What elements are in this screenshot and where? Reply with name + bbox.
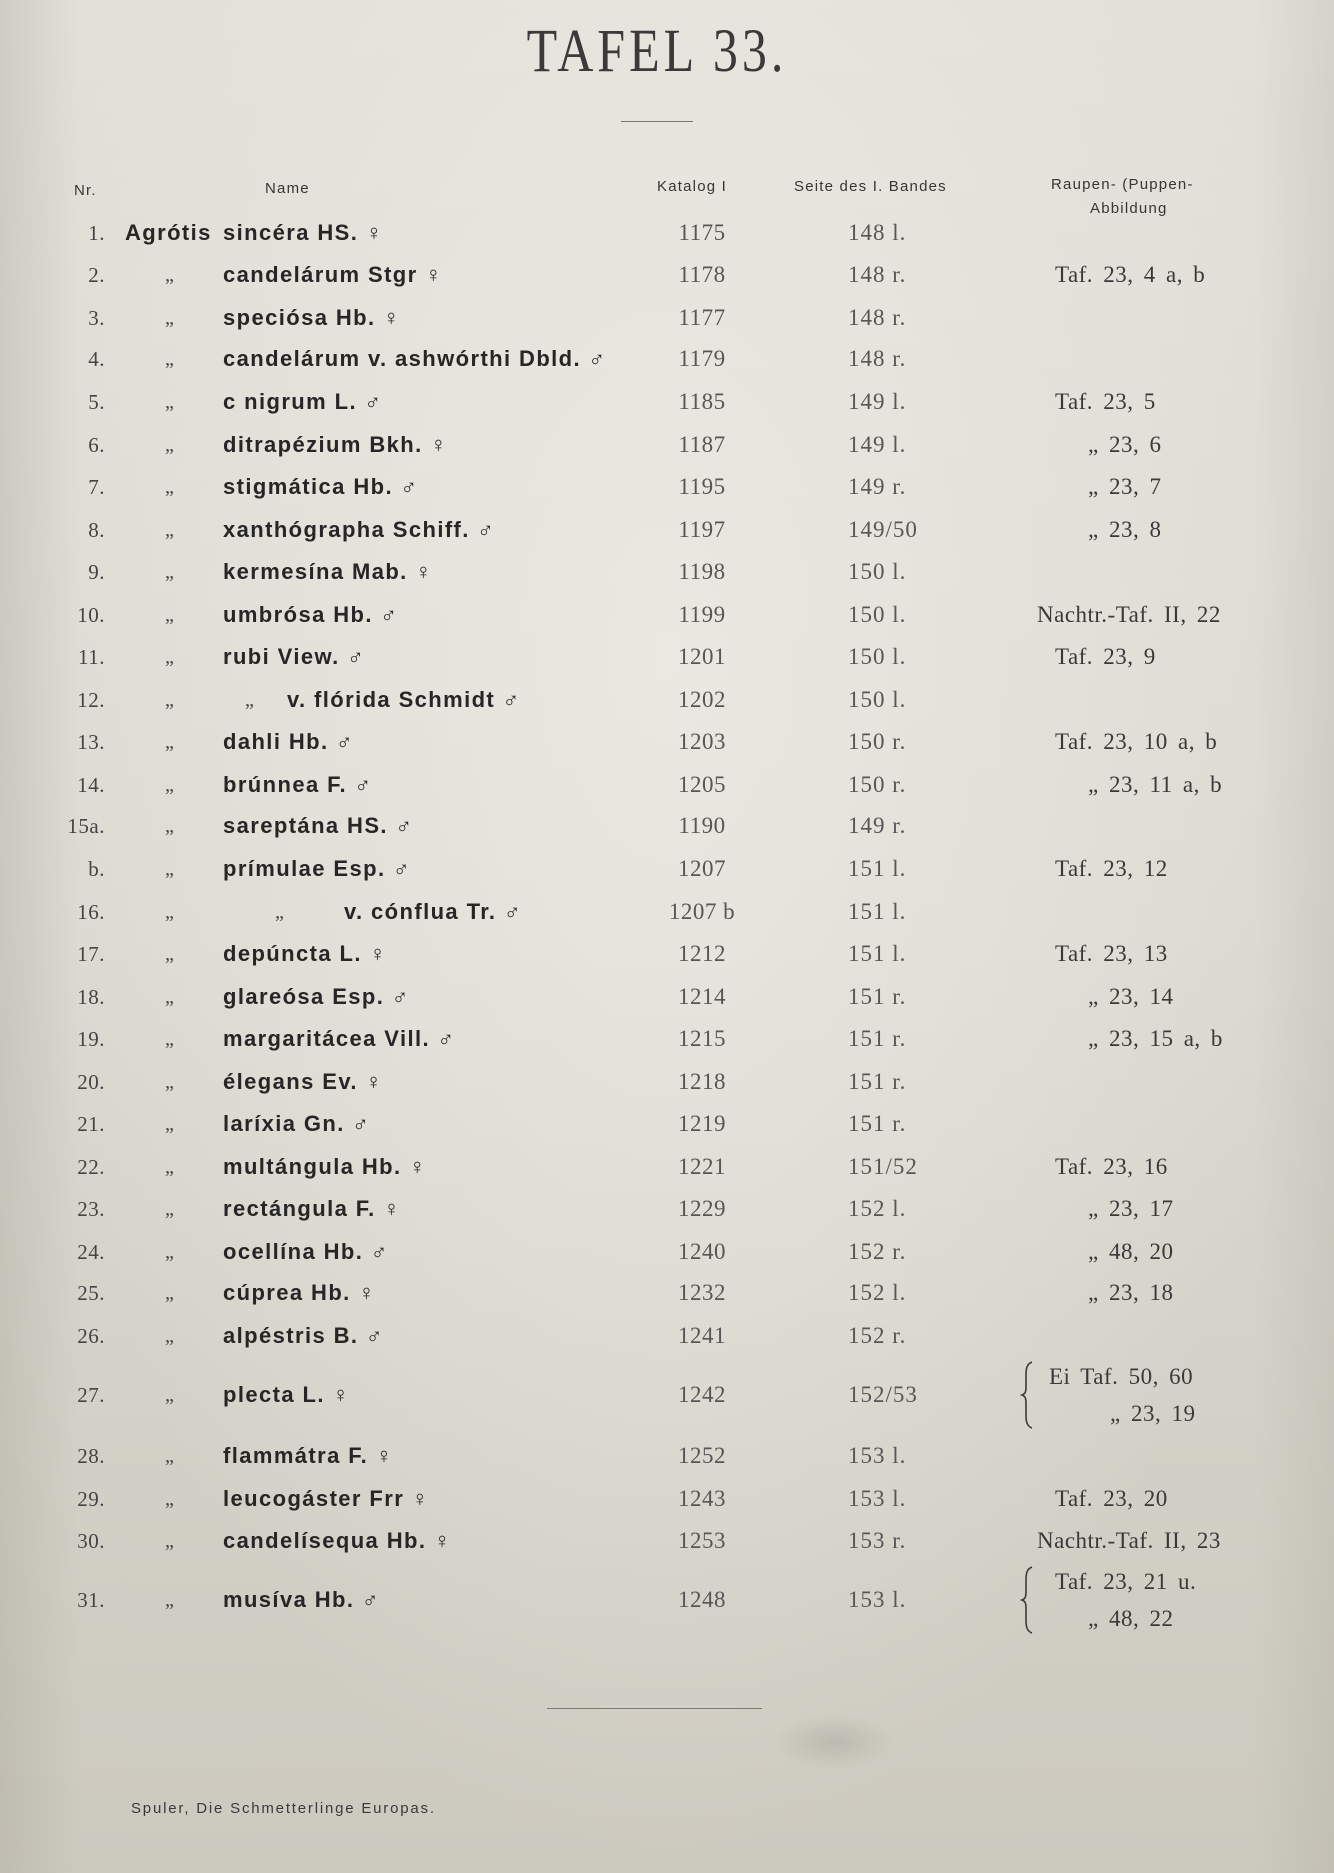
table-row [0,1024,1334,1054]
species-name: élegans Ev. ♀ [223,1069,384,1094]
species-name: multángula Hb. ♀ [223,1154,427,1179]
table-row [0,727,1334,757]
katalog-number: 1187 [678,432,726,457]
row-number: 20. [77,1070,105,1094]
genus-ditto-mark: „ [165,1198,174,1220]
figure-reference: „ 23, 15 a, b [1088,1026,1223,1051]
table-row [0,344,1334,374]
species-name: stigmática Hb. ♂ [223,474,419,499]
row-number: 12. [77,688,105,712]
plate-title: TAFEL 33. [526,16,788,85]
table-row [0,811,1334,841]
title-divider [621,121,693,122]
page-reference: 153 r. [848,1528,907,1553]
genus-ditto-mark: „ [165,1488,174,1510]
header-abbildung-line1: Raupen- (Puppen- [1051,176,1194,193]
genus-ditto-mark: „ [165,434,174,456]
page-reference: 149 r. [848,474,907,499]
species-name: speciósa Hb. ♀ [223,305,401,330]
row-number: 14. [77,773,105,797]
katalog-number: 1202 [678,687,726,712]
genus-ditto-mark: „ [165,391,174,413]
table-row [0,1321,1334,1351]
species-name: xanthógrapha Schiff. ♂ [223,517,496,542]
row-number: 16. [77,900,105,924]
header-name: Name [265,180,310,197]
katalog-number: 1197 [678,517,726,542]
species-name: plecta L. ♀ [223,1382,351,1407]
name-ditto-mark: „ [245,689,254,711]
genus-ditto-mark: „ [165,1384,174,1406]
genus-ditto-mark: „ [165,604,174,626]
page-reference: 150 l. [848,644,907,669]
species-name: sincéra HS. ♀ [223,220,384,245]
genus-ditto-mark: „ [165,1241,174,1263]
footer-citation: Spuler, Die Schmetterlinge Europas. [131,1800,436,1817]
figure-reference: Taf. 23, 20 [1055,1486,1168,1511]
figure-reference: Taf. 23, 4 a, b [1055,262,1206,287]
species-name: c nigrum L. ♂ [223,389,383,414]
katalog-number: 1195 [678,474,726,499]
page-reference: 149 l. [848,432,907,457]
page-reference: 152 r. [848,1323,907,1348]
row-number: 11. [78,645,105,669]
species-name: kermesína Mab. ♀ [223,559,434,584]
genus-ditto-mark: „ [165,1589,174,1611]
katalog-number: 1175 [678,220,726,245]
figure-reference: „ 23, 19 [1110,1401,1196,1426]
header-abbildung-line2: Abbildung [1090,200,1168,217]
katalog-number: 1207 b [668,899,736,924]
figure-reference: Ei Taf. 50, 60 [1049,1364,1194,1389]
table-row [0,854,1334,884]
brace-icon [1020,1361,1034,1429]
header-seite: Seite des I. Bandes [794,178,947,195]
katalog-number: 1248 [678,1587,726,1612]
genus-ditto-mark: „ [165,307,174,329]
table-row [0,430,1334,460]
katalog-number: 1232 [678,1280,726,1305]
row-number: 15a. [67,814,105,838]
page-reference: 150 l. [848,687,907,712]
table-row [0,557,1334,587]
page-reference: 151 l. [848,941,907,966]
figure-reference: Nachtr.-Taf. II, 22 [1037,602,1221,627]
figure-reference: „ 23, 17 [1088,1196,1174,1221]
table-row [0,685,1334,715]
table-row [0,939,1334,969]
table-row [0,982,1334,1012]
genus-ditto-mark: „ [165,1282,174,1304]
table-row [0,897,1334,927]
katalog-number: 1207 [678,856,726,881]
genus-name: Agrótis [125,220,212,245]
table-row [0,1194,1334,1224]
species-name: depúncta L. ♀ [223,941,388,966]
genus-ditto-mark: „ [165,476,174,498]
table-row [0,600,1334,630]
genus-ditto-mark: „ [165,986,174,1008]
figure-reference: „ 23, 11 a, b [1088,772,1223,797]
genus-ditto-mark: „ [165,1156,174,1178]
page-reference: 152/53 [848,1382,918,1407]
row-number: b. [88,857,105,881]
genus-ditto-mark: „ [165,1325,174,1347]
figure-reference: Taf. 23, 10 a, b [1055,729,1218,754]
brace-icon [1020,1566,1034,1634]
species-name: flammátra F. ♀ [223,1443,394,1468]
genus-ditto-mark: „ [165,1113,174,1135]
katalog-number: 1229 [678,1196,726,1221]
row-number: 7. [88,475,105,499]
figure-reference: Taf. 23, 9 [1055,644,1156,669]
table-row [0,1364,1334,1426]
species-name: brúnnea F. ♂ [223,772,373,797]
page-reference: 150 r. [848,729,907,754]
page-reference: 148 l. [848,220,907,245]
genus-ditto-mark: „ [165,646,174,668]
katalog-number: 1205 [678,772,726,797]
katalog-number: 1218 [678,1069,726,1094]
row-number: 8. [88,518,105,542]
species-name: v. flórida Schmidt ♂ [287,687,521,712]
katalog-number: 1199 [678,602,726,627]
row-number: 3. [88,306,105,330]
table-row [0,472,1334,502]
species-name: glareósa Esp. ♂ [223,984,410,1009]
figure-reference: Taf. 23, 12 [1055,856,1168,881]
row-number: 4. [88,347,105,371]
genus-ditto-mark: „ [165,1028,174,1050]
katalog-number: 1215 [678,1026,726,1051]
table-row [0,1441,1334,1471]
row-number: 17. [77,942,105,966]
page-reference: 151 r. [848,984,907,1009]
table-row [0,770,1334,800]
page-reference: 151 r. [848,1111,907,1136]
figure-reference: Taf. 23, 21 u. [1055,1569,1197,1594]
page-reference: 152 l. [848,1280,907,1305]
table-row [0,1569,1334,1631]
katalog-number: 1203 [678,729,726,754]
page-reference: 153 l. [848,1587,907,1612]
row-number: 2. [88,263,105,287]
page-reference: 149 r. [848,813,907,838]
species-name: candelísequa Hb. ♀ [223,1528,452,1553]
page-reference: 151 l. [848,899,907,924]
page-reference: 153 l. [848,1486,907,1511]
genus-ditto-mark: „ [165,731,174,753]
species-name: ocellína Hb. ♂ [223,1239,389,1264]
species-name: dahli Hb. ♂ [223,729,354,754]
genus-ditto-mark: „ [165,1445,174,1467]
header-nr: Nr. [74,182,97,199]
species-name: umbrósa Hb. ♂ [223,602,399,627]
table-row [0,260,1334,290]
species-name: rectángula F. ♀ [223,1196,402,1221]
row-number: 6. [88,433,105,457]
row-number: 18. [77,985,105,1009]
page-reference: 150 l. [848,559,907,584]
table-row [0,303,1334,333]
species-name: sareptána HS. ♂ [223,813,414,838]
page-reference: 153 l. [848,1443,907,1468]
katalog-number: 1252 [678,1443,726,1468]
figure-reference: „ 23, 14 [1088,984,1174,1009]
katalog-number: 1253 [678,1528,726,1553]
figure-reference: Taf. 23, 13 [1055,941,1168,966]
page-reference: 150 r. [848,772,907,797]
table-row [0,1237,1334,1267]
table-row [0,218,1334,248]
row-number: 10. [77,603,105,627]
katalog-number: 1178 [678,262,726,287]
page-reference: 151/52 [848,1154,918,1179]
genus-ditto-mark: „ [165,519,174,541]
figure-reference: „ 48, 20 [1088,1239,1174,1264]
katalog-number: 1177 [678,305,726,330]
species-name: v. cónflua Tr. ♂ [344,899,522,924]
katalog-number: 1190 [678,813,726,838]
table-row [0,1109,1334,1139]
table-row [0,1152,1334,1182]
page-reference: 151 r. [848,1069,907,1094]
row-number: 28. [77,1444,105,1468]
row-number: 29. [77,1487,105,1511]
katalog-number: 1241 [678,1323,726,1348]
species-name: ditrapézium Bkh. ♀ [223,432,449,457]
katalog-number: 1212 [678,941,726,966]
page-reference: 149 l. [848,389,907,414]
genus-ditto-mark: „ [165,858,174,880]
genus-ditto-mark: „ [165,561,174,583]
page-reference: 148 r. [848,262,907,287]
genus-ditto-mark: „ [165,901,174,923]
table-row [0,642,1334,672]
species-name: musíva Hb. ♂ [223,1587,380,1612]
katalog-number: 1179 [678,346,726,371]
row-number: 30. [77,1529,105,1553]
species-name: alpéstris B. ♂ [223,1323,384,1348]
genus-ditto-mark: „ [165,1071,174,1093]
row-number: 13. [77,730,105,754]
row-number: 25. [77,1281,105,1305]
katalog-number: 1221 [678,1154,726,1179]
page-reference: 152 l. [848,1196,907,1221]
species-name: laríxia Gn. ♂ [223,1111,371,1136]
page-reference: 151 l. [848,856,907,881]
table-row [0,1278,1334,1308]
page-reference: 151 r. [848,1026,907,1051]
table-row [0,387,1334,417]
genus-ditto-mark: „ [165,943,174,965]
figure-reference: „ 23, 8 [1088,517,1162,542]
figure-reference: „ 23, 7 [1088,474,1162,499]
species-name: prímulae Esp. ♂ [223,856,411,881]
row-number: 31. [77,1588,105,1612]
katalog-number: 1185 [678,389,726,414]
katalog-number: 1201 [678,644,726,669]
row-number: 9. [88,560,105,584]
genus-ditto-mark: „ [165,774,174,796]
row-number: 19. [77,1027,105,1051]
figure-reference: „ 23, 6 [1088,432,1162,457]
figure-reference: Nachtr.-Taf. II, 23 [1037,1528,1221,1553]
katalog-number: 1242 [678,1382,726,1407]
table-row [0,1526,1334,1556]
page-reference: 149/50 [848,517,918,542]
name-ditto-mark: „ [275,901,284,923]
species-name: margaritácea Vill. ♂ [223,1026,456,1051]
row-number: 23. [77,1197,105,1221]
genus-ditto-mark: „ [165,689,174,711]
row-number: 5. [88,390,105,414]
species-name: candelárum Stgr ♀ [223,262,444,287]
header-katalog: Katalog I [657,178,728,195]
species-name: cúprea Hb. ♀ [223,1280,377,1305]
genus-ditto-mark: „ [165,1530,174,1552]
page-reference: 148 r. [848,346,907,371]
genus-ditto-mark: „ [165,815,174,837]
table-row [0,1067,1334,1097]
species-name: rubi View. ♂ [223,644,366,669]
page-reference: 152 r. [848,1239,907,1264]
table-row [0,515,1334,545]
species-name: leucogáster Frr ♀ [223,1486,430,1511]
footer-divider [547,1708,762,1709]
row-number: 26. [77,1324,105,1348]
row-number: 24. [77,1240,105,1264]
row-number: 27. [77,1383,105,1407]
row-number: 1. [88,221,105,245]
figure-reference: Taf. 23, 5 [1055,389,1156,414]
table-row [0,1484,1334,1514]
genus-ditto-mark: „ [165,264,174,286]
row-number: 22. [77,1155,105,1179]
page-reference: 148 r. [848,305,907,330]
figure-reference: „ 23, 18 [1088,1280,1174,1305]
genus-ditto-mark: „ [165,348,174,370]
katalog-number: 1214 [678,984,726,1009]
page-reference: 150 l. [848,602,907,627]
katalog-number: 1198 [678,559,726,584]
figure-reference: „ 48, 22 [1088,1606,1174,1631]
row-number: 21. [77,1112,105,1136]
species-name: candelárum v. ashwórthi Dbld. ♂ [223,346,607,371]
katalog-number: 1243 [678,1486,726,1511]
katalog-number: 1240 [678,1239,726,1264]
katalog-number: 1219 [678,1111,726,1136]
figure-reference: Taf. 23, 16 [1055,1154,1168,1179]
